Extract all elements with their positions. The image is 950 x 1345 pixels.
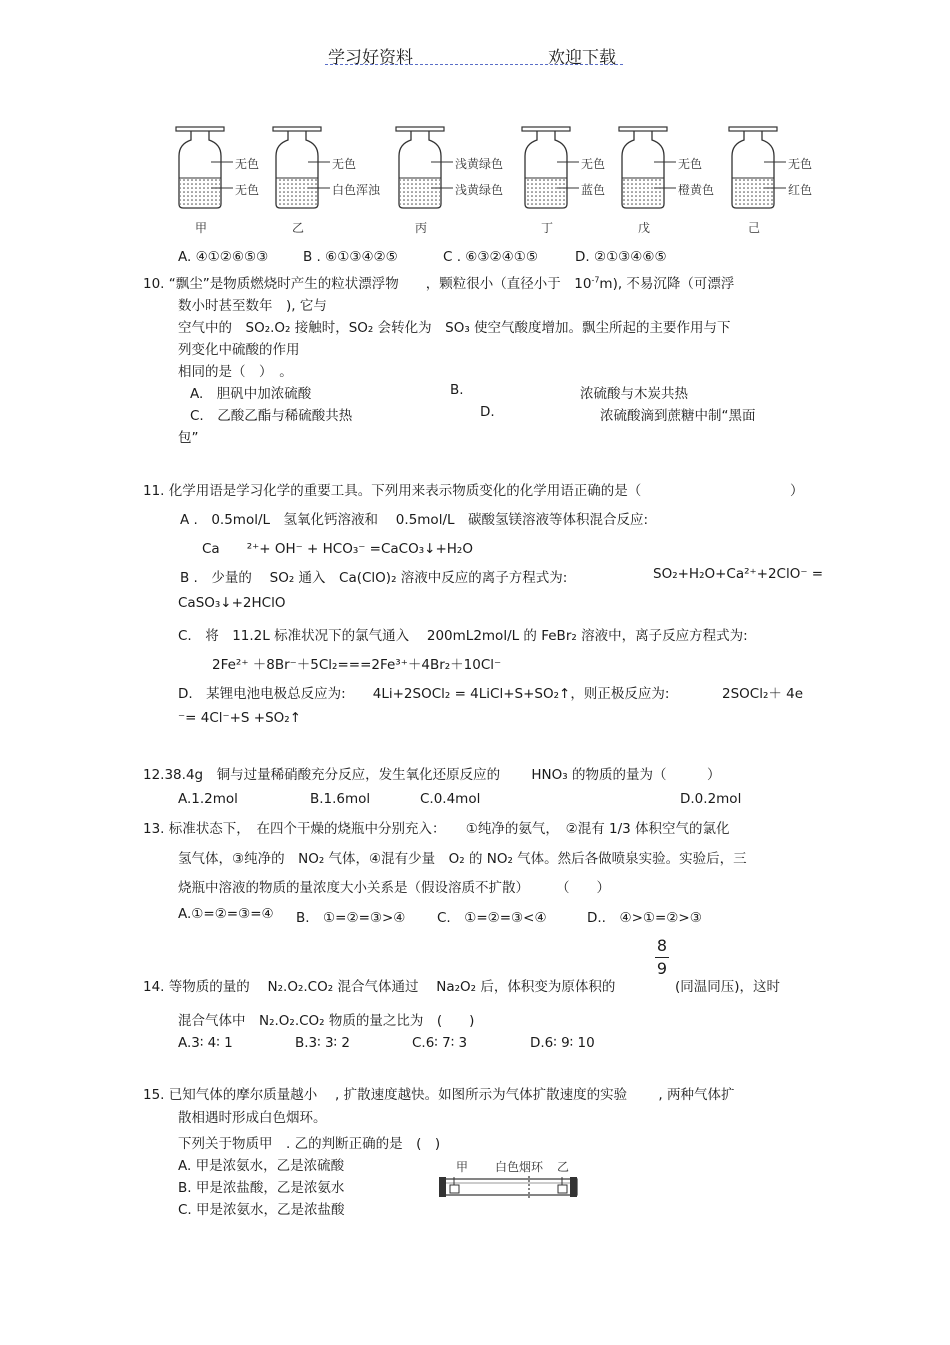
q10-option-b: 浓硫酸与木炭共热 [580,386,688,402]
bottle-3-top-label: 浅黄绿色 [455,157,504,171]
q13-option-a: A.①=②=③=④ [178,906,274,922]
bottle-3-bottom-label: 浅黄绿色 [455,183,504,197]
q13-line2: 氢气体，③纯净的 NO₂ 气体，④混有少量 O₂ 的 NO₂ 气体。然后各做喷泉实验。实验后，三 [178,851,747,867]
q14-frac-bar [655,957,669,958]
q15-option-c: C. 甲是浓氨水，乙是浓盐酸 [178,1202,345,1218]
bottle-5-name: 戊 [638,221,651,235]
q11-stem: 11. 化学用语是学习化学的重要工具。下列用来表示物质变化的化学用语正确的是（ [143,483,642,499]
q15-option-b: B. 甲是浓盐酸，乙是浓氨水 [178,1180,345,1196]
header-divider [325,64,623,65]
q11-option-d-2: ⁻= 4Cl⁻+S +SO₂↑ [178,710,302,726]
q10-line5: 相同的是（ ） 。 [178,364,293,380]
bottle-2 [273,127,330,208]
bottle-6-bottom-label: 红色 [788,183,813,197]
q9-option-d: D. ②①③④⑥⑤ [575,249,667,265]
bottle-5-top-label: 无色 [678,157,703,171]
bottle-5-bottom-label: 橙黄色 [678,183,715,197]
q10-option-c: C. 乙酸乙酯与稀硫酸共热 [190,408,353,424]
q11-option-c-2: 2Fe²⁺ ＋8Br⁻＋5Cl₂===2Fe³⁺＋4Br₂＋10Cl⁻ [212,657,502,673]
q9-option-a: A. ④①②⑥⑤③ [178,249,269,265]
q13-option-d: D.. ④>①=②>③ [587,910,702,926]
q12-option-b: B.1.6mol [310,791,371,807]
q10-option-d: 浓硫酸滴到蔗糖中制“黑面 [600,408,756,424]
bottle-1-name: 甲 [195,221,208,235]
diffusion-tube [438,1174,580,1200]
q14-fraction [655,937,669,978]
bottle-4-top-label: 无色 [581,157,606,171]
q11-option-d-1r: 2SOCl₂＋ 4e [722,686,804,702]
q9-option-b: B . ⑥①③④②⑤ [303,249,398,265]
q10-option-d-label: D. [480,404,495,420]
q14-option-c: C.6∶ 7∶ 3 [412,1035,468,1051]
bottle-6-name: 己 [748,221,761,235]
bottle-3-name: 丙 [415,221,428,235]
bottle-3 [396,127,453,208]
q10-option-d-cont: 包” [178,430,199,446]
q12-option-a: A.1.2mol [178,791,238,807]
q15-option-a: A. 甲是浓氨水，乙是浓硫酸 [178,1158,345,1174]
q15-line3: 下列关于物质甲 . 乙的判断正确的是 ( ) [178,1136,441,1152]
q11-option-b-1: B . 少量的 SO₂ 通入 Ca(ClO)₂ 溶液中反应的离子方程式为: [180,570,568,586]
q11-stem-end: ） [790,483,804,499]
q14-option-b: B.3∶ 3∶ 2 [295,1035,350,1051]
q12-stem: 12.38.4g 铜与过量稀硝酸充分反应，发生氧化还原反应的 HNO₃ 的物质的量为（ ） [143,767,721,783]
tube-label-right: 乙 [557,1160,570,1174]
q11-option-b-1r: SO₂+H₂O+Ca²⁺+2ClO⁻ = [653,566,824,582]
q13-line1: 13. 标准状态下， 在四个干燥的烧瓶中分别充入： ①纯净的氨气， ②混有 1/3 体积空气的氯化 [143,821,730,837]
q14-frac-den: 9 [656,959,668,978]
q14-line2: 混合气体中 N₂.O₂.CO₂ 物质的量之比为 ( ) [178,1013,475,1029]
bottle-2-top-label: 无色 [332,157,357,171]
q11-option-d-1: D. 某锂电池电极总反应为: 4Li+2SOCl₂ = 4LiCl+S+SO₂↑，则正极反应为: [178,686,670,702]
bottle-6-top-label: 无色 [788,157,813,171]
bottle-6 [729,127,786,208]
q10-option-a: A. 胆矾中加浓硫酸 [190,386,312,402]
q10-line1: 10. “飘尘”是物质燃烧时产生的粒状漂浮物 ，颗粒很小（直径小于 $10^{-7}m$), 不易沉降（可漂浮 [143,275,735,292]
q11-option-c-1: C. 将 11.2L 标准状况下的氯气通入 200mL2mol/L 的 FeBr₂ 溶液中，离子反应方程式为: [178,628,748,644]
bottle-2-bottom-label: 白色浑浊 [332,183,381,197]
bottle-1-top-label: 无色 [235,157,260,171]
q14-option-d: D.6∶ 9∶ 10 [530,1035,595,1051]
q11-option-b-2: CaSO₃↓+2HClO [178,595,286,611]
q11-option-a-2: Ca ²⁺+ OH⁻ + HCO₃⁻ =CaCO₃↓+H₂O [202,541,473,557]
q11-option-a-1: A . 0.5mol/L 氢氧化钙溶液和 0.5mol/L 碳酸氢镁溶液等体积混合反应: [180,512,649,528]
q12-option-c: C.0.4mol [420,791,481,807]
bottle-5 [619,127,676,208]
bottles-figure [170,122,830,237]
bottle-4 [522,127,579,208]
q15-line1: 15. 已知气体的摩尔质量越小 , 扩散速度越快。如图所示为气体扩散速度的实验 , 两种气体扩 [143,1087,735,1103]
q13-option-c: C. ①=②=③<④ [437,910,547,926]
header-right: 欢迎下载 [548,48,616,68]
q10-option-b-label: B. [450,382,464,398]
q13-line3: 烧瓶中溶液的物质的量浓度大小关系是（假设溶质不扩散） （ ） [178,880,610,896]
tube-label-left: 甲 [456,1160,469,1174]
q14-frac-num: 8 [656,936,668,955]
header-left: 学习好资料 [328,48,413,68]
q9-option-c: C . ⑥③②④①⑤ [443,249,538,265]
q10-line2: 数小时甚至数年 ), 它与 [178,298,327,314]
q13-option-b: B. ①=②=③>④ [296,910,406,926]
q12-option-d: D.0.2mol [680,791,742,807]
q14-line1b: (同温同压)，这时 [675,979,781,995]
q10-line3: 空气中的 SO₂.O₂ 接触时，SO₂ 会转化为 SO₃ 使空气酸度增加。飘尘所起的主要作用与下 [178,320,731,336]
q10-line4: 列变化中硫酸的作用 [178,342,300,358]
bottle-4-bottom-label: 蓝色 [581,183,606,197]
bottle-2-name: 乙 [292,221,305,235]
q14-line1a: 14. 等物质的量的 N₂.O₂.CO₂ 混合气体通过 Na₂O₂ 后，体积变为原体积的 [143,979,616,995]
bottle-4-name: 丁 [541,221,554,235]
tube-label-middle: 白色烟环 [495,1160,544,1174]
bottle-1-bottom-label: 无色 [235,183,260,197]
bottle-1 [176,127,233,208]
q15-line2: 散相遇时形成白色烟环。 [178,1110,327,1126]
q14-option-a: A.3∶ 4∶ 1 [178,1035,233,1051]
